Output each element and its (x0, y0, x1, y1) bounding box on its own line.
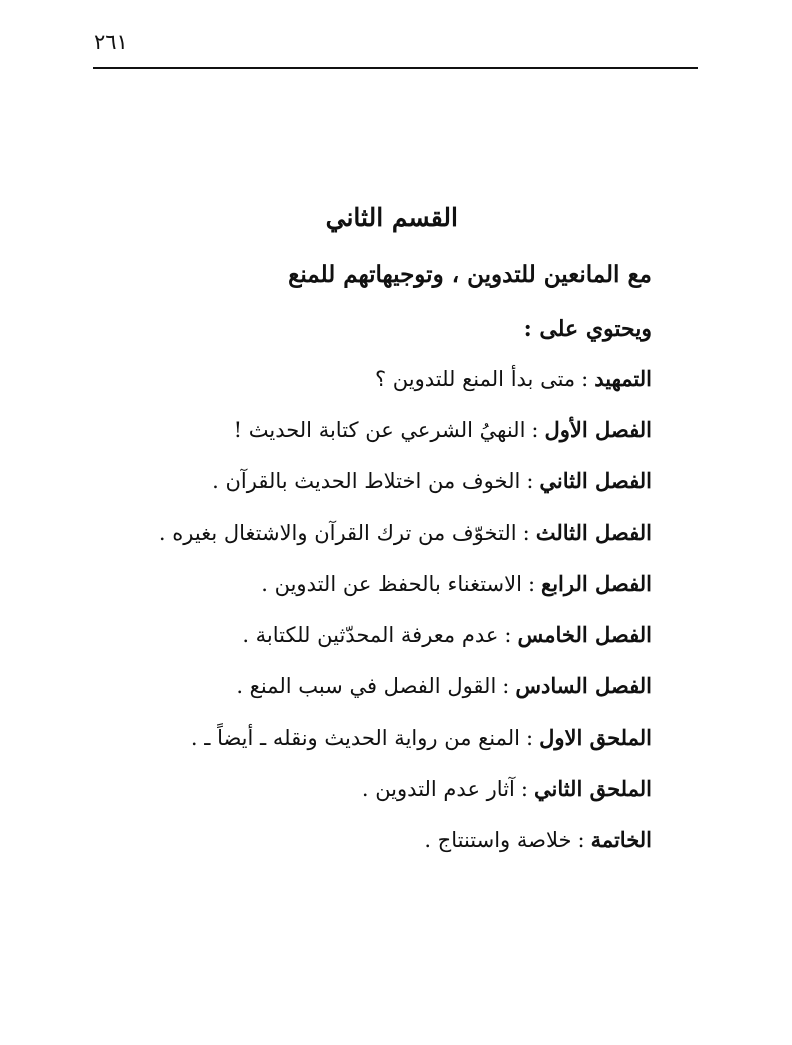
toc-item-label: الفصل الثاني (539, 468, 652, 493)
section-intro: ويحتوي على : (523, 316, 652, 342)
toc-item-label: الفصل الأول (544, 417, 652, 442)
toc-item-chapter-4 (261, 569, 652, 599)
toc-item-text: متى بدأ المنع للتدوين ؟ (374, 367, 576, 391)
toc-item-chapter-6 (236, 671, 652, 701)
toc-item-conclusion (424, 825, 652, 855)
toc-item-separator: : (502, 674, 510, 698)
toc-item-separator: : (520, 777, 528, 801)
toc-item-text: القول الفصل في سبب المنع . (236, 674, 497, 698)
toc-item-text: خلاصة واستنتاج . (424, 828, 572, 852)
section-title: القسم الثاني (325, 203, 458, 232)
toc-item-text: النهيُ الشرعي عن كتابة الحديث ! (233, 418, 526, 442)
toc-item-label: الملحق الاول (539, 725, 652, 750)
toc-item-separator: : (581, 367, 589, 391)
toc-item-label: الفصل الرابع (541, 571, 652, 596)
toc-item-appendix-2 (362, 774, 652, 804)
toc-item-chapter-5 (242, 620, 652, 650)
toc-item-separator: : (526, 469, 534, 493)
toc-item-separator: : (522, 521, 530, 545)
toc-item-chapter-1 (234, 415, 652, 445)
toc-item-text: التخوّف من ترك القرآن والاشتغال بغيره . (158, 521, 517, 545)
toc-item-text: الاستغناء بالحفظ عن التدوين . (261, 572, 522, 596)
toc-item-text: آثار عدم التدوين . (361, 777, 515, 801)
header-divider (93, 67, 698, 69)
toc-item-label: الفصل السادس (515, 673, 652, 698)
toc-item-appendix-1 (191, 723, 652, 753)
toc-item-separator: : (527, 572, 536, 596)
page-number: ٢٦١ (94, 30, 128, 54)
section-subtitle: مع المانعين للتدوين ، وتوجيهاتهم للمنع (288, 261, 652, 288)
toc-item-separator: : (504, 623, 512, 647)
toc-item-text: الخوف من اختلاط الحديث بالقرآن . (212, 469, 521, 493)
toc-item-introduction (375, 364, 652, 394)
toc-item-label: التمهيد (594, 366, 652, 391)
toc-item-separator: : (531, 418, 539, 442)
toc-item-separator: : (577, 828, 585, 852)
toc-item-chapter-2 (212, 466, 652, 496)
toc-item-separator: : (526, 726, 534, 750)
toc-item-label: الفصل الخامس (517, 622, 652, 647)
toc-item-label: الخاتمة (590, 827, 652, 852)
toc-item-text: عدم معرفة المحدّثين للكتابة . (242, 623, 499, 647)
toc-item-label: الملحق الثاني (533, 776, 652, 801)
toc-item-text: المنع من رواية الحديث ونقله ـ أيضاً ـ . (190, 726, 520, 750)
toc-item-chapter-3 (159, 518, 652, 548)
toc-item-label: الفصل الثالث (535, 520, 652, 545)
